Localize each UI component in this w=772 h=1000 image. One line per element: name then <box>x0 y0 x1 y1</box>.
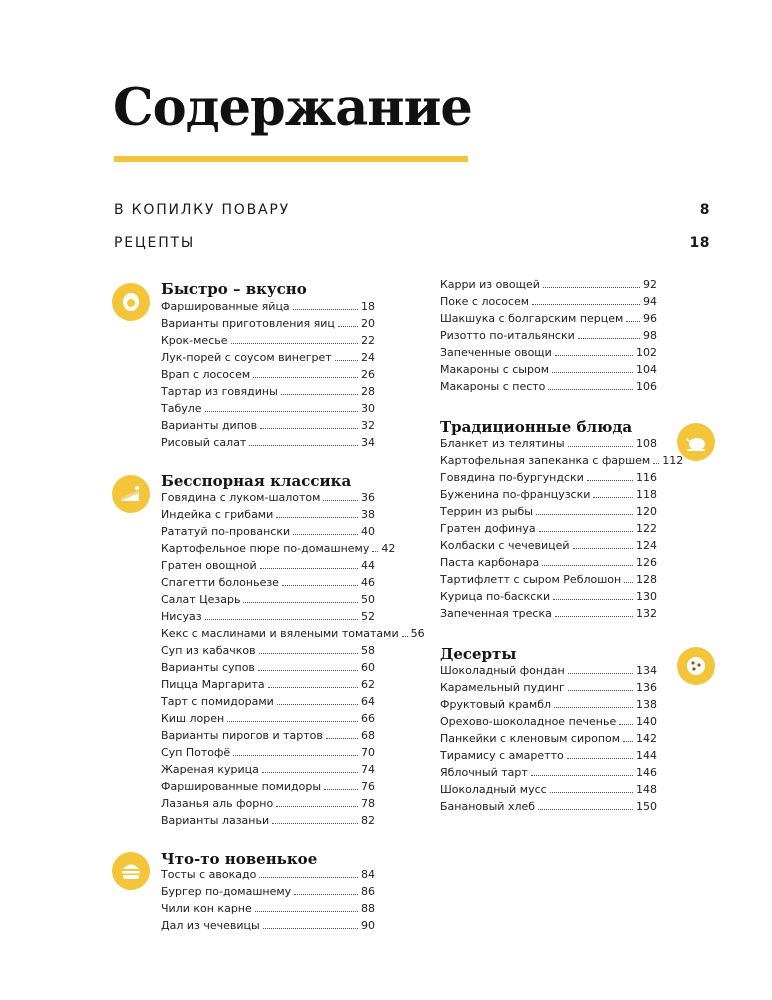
toc-entry-title: Варианты лазаньи <box>161 814 270 827</box>
dot-leader <box>531 767 633 776</box>
toc-entry-title: Спагетти болоньезе <box>161 576 279 589</box>
toc-entry-page: 150 <box>636 800 657 813</box>
toc-entry[interactable] <box>440 295 657 312</box>
toc-entry-page: 18 <box>361 300 375 313</box>
toc-entry-page: 76 <box>361 780 375 793</box>
dot-leader <box>543 279 640 288</box>
toc-entry-title: Пицца Маргарита <box>161 678 265 691</box>
toc-entry-title: Врап с лососем <box>161 368 251 381</box>
toc-entry-page: 34 <box>361 436 375 449</box>
toc-entry-page: 132 <box>636 607 657 620</box>
dot-leader <box>568 682 633 691</box>
toc-entry[interactable] <box>161 385 375 402</box>
dot-leader <box>539 523 633 532</box>
toc-entry[interactable] <box>161 351 375 368</box>
toc-entry-title: Суп Потофё <box>161 746 231 759</box>
section-list-classic <box>161 491 425 831</box>
toc-entry-page: 60 <box>361 661 375 674</box>
toc-entry[interactable] <box>161 402 375 419</box>
toc-entry-title: Рататуй по-провански <box>161 525 291 538</box>
toc-entry-page: 26 <box>361 368 375 381</box>
toc-entry-page: 40 <box>361 525 375 538</box>
dot-leader <box>335 352 358 361</box>
toc-entry[interactable] <box>161 627 425 644</box>
toc-entry-title: Крок-месье <box>161 334 228 347</box>
dot-leader <box>294 886 358 895</box>
toc-entry[interactable] <box>161 780 375 797</box>
toc-entry[interactable] <box>161 334 375 351</box>
cake-slice-icon <box>112 475 150 513</box>
toc-entry-page: 36 <box>361 491 375 504</box>
toc-entry-title: Картофельная запеканка с фаршем <box>440 454 651 467</box>
dot-leader <box>573 540 633 549</box>
toc-entry[interactable] <box>440 590 657 607</box>
toc-entry-title: Картофельное пюре по-домашнему <box>161 542 370 555</box>
toc-entry-title: Ризотто по-итальянски <box>440 329 575 342</box>
toc-top-page: 18 <box>689 235 710 251</box>
toc-entry-page: 28 <box>361 385 375 398</box>
toc-entry[interactable] <box>440 346 657 363</box>
toc-entry-title: Бургер по-домашнему <box>161 885 292 898</box>
dot-leader <box>553 591 633 600</box>
dot-leader <box>282 577 358 586</box>
toc-entry-page: 148 <box>636 783 657 796</box>
section-list-desserts <box>440 664 657 817</box>
toc-entry-title: Киш лорен <box>161 712 225 725</box>
toc-entry[interactable] <box>161 368 375 385</box>
toc-entry[interactable] <box>161 763 375 780</box>
toc-entry[interactable] <box>440 329 657 346</box>
dot-leader <box>258 662 358 671</box>
section-title-classic: Бесспорная классика <box>161 472 352 490</box>
dot-leader <box>262 764 358 773</box>
toc-entry-page: 122 <box>636 522 657 535</box>
toc-entry-title: Индейка с грибами <box>161 508 274 521</box>
dot-leader <box>260 420 358 429</box>
toc-top-label: В КОПИЛКУ ПОВАРУ <box>114 202 290 218</box>
egg-icon <box>112 283 150 321</box>
toc-entry[interactable] <box>161 593 375 610</box>
toc-top-entry[interactable] <box>114 202 710 224</box>
dot-leader <box>619 716 633 725</box>
toc-entry[interactable] <box>440 749 657 766</box>
toc-entry-title: Рисовый салат <box>161 436 247 449</box>
dot-leader <box>260 560 358 569</box>
dot-leader <box>263 920 358 929</box>
dot-leader <box>249 437 358 446</box>
toc-top-label: РЕЦЕПТЫ <box>114 235 196 251</box>
dot-leader <box>259 869 358 878</box>
toc-entry-page: 142 <box>636 732 657 745</box>
toc-entry-page: 52 <box>361 610 375 623</box>
dot-leader <box>538 801 633 810</box>
burger-icon <box>112 852 150 890</box>
toc-entry-page: 32 <box>361 419 375 432</box>
toc-entry[interactable] <box>161 610 375 627</box>
toc-entry[interactable] <box>440 681 657 698</box>
toc-entry[interactable] <box>161 542 396 559</box>
toc-entry-page: 88 <box>361 902 375 915</box>
toc-entry[interactable] <box>161 695 375 712</box>
toc-entry[interactable] <box>161 525 375 542</box>
dot-leader <box>555 608 633 617</box>
toc-entry-page: 86 <box>361 885 375 898</box>
toc-entry-title: Поке с лососем <box>440 295 530 308</box>
dot-leader <box>231 335 359 344</box>
dot-leader <box>623 733 633 742</box>
toc-entry[interactable] <box>440 522 657 539</box>
toc-entry[interactable] <box>440 607 657 624</box>
dot-leader <box>268 679 358 688</box>
toc-entry-title: Панкейки с кленовым сиропом <box>440 732 621 745</box>
dot-leader <box>548 381 633 390</box>
dot-leader <box>326 730 358 739</box>
toc-entry-title: Варианты дипов <box>161 419 258 432</box>
dot-leader <box>532 296 640 305</box>
toc-entry-page: 44 <box>361 559 375 572</box>
toc-entry-page: 58 <box>361 644 375 657</box>
toc-entry[interactable] <box>161 868 375 885</box>
toc-entry[interactable] <box>161 885 375 902</box>
toc-entry[interactable] <box>440 488 657 505</box>
toc-entry-title: Курица по-баскски <box>440 590 551 603</box>
dot-leader <box>293 301 358 310</box>
toc-entry-title: Фаршированные помидоры <box>161 780 322 793</box>
section-title-traditional: Традиционные блюда <box>440 418 633 436</box>
toc-entry[interactable] <box>440 454 684 471</box>
toc-entry[interactable] <box>440 363 657 380</box>
toc-entry[interactable] <box>161 559 375 576</box>
toc-entry-page: 92 <box>643 278 657 291</box>
toc-entry[interactable] <box>161 797 375 814</box>
dot-leader <box>281 386 358 395</box>
toc-entry-title: Тартифлетт с сыром Реблошон <box>440 573 622 586</box>
toc-entry-title: Лазанья аль форно <box>161 797 274 810</box>
toc-entry[interactable] <box>440 312 657 329</box>
dot-leader <box>578 330 640 339</box>
toc-entry[interactable] <box>440 505 657 522</box>
dot-leader <box>568 665 633 674</box>
toc-entry-title: Салат Цезарь <box>161 593 241 606</box>
toc-entry-title: Дал из чечевицы <box>161 919 260 932</box>
toc-entry-title: Фруктовый крамбл <box>440 698 552 711</box>
toc-entry-title: Карри из овощей <box>440 278 540 291</box>
toc-entry-page: 66 <box>361 712 375 725</box>
section-title-desserts: Десерты <box>440 645 517 663</box>
toc-entry-title: Орехово-шоколадное печенье <box>440 715 617 728</box>
toc-entry[interactable] <box>161 919 375 936</box>
dot-leader <box>323 492 358 501</box>
toc-entry-title: Говядина с луком-шалотом <box>161 491 321 504</box>
toc-entry-title: Суп из кабачков <box>161 644 256 657</box>
toc-entry-title: Гратен дофинуа <box>440 522 536 535</box>
toc-entry-page: 130 <box>636 590 657 603</box>
toc-entry[interactable] <box>161 729 375 746</box>
toc-entry-title: Фаршированные яйца <box>161 300 290 313</box>
dot-leader <box>550 784 633 793</box>
dot-leader <box>567 750 633 759</box>
toc-entry[interactable] <box>440 664 657 681</box>
toc-entry-page: 50 <box>361 593 375 606</box>
toc-entry[interactable] <box>161 317 375 334</box>
dot-leader <box>233 747 358 756</box>
toc-entry-page: 68 <box>361 729 375 742</box>
toc-entry[interactable] <box>161 491 375 508</box>
toc-entry-title: Варианты пирогов и тартов <box>161 729 323 742</box>
toc-entry-title: Кекс с маслинами и вялеными томатами <box>161 627 399 640</box>
toc-entry-page: 106 <box>636 380 657 393</box>
page-title: Содержание <box>113 78 472 138</box>
toc-entry-title: Запеченная треска <box>440 607 552 620</box>
toc-entry[interactable] <box>161 746 375 763</box>
toc-entry-title: Паста карбонара <box>440 556 540 569</box>
toc-entry[interactable] <box>440 471 657 488</box>
dot-leader <box>542 557 633 566</box>
toc-entry[interactable] <box>440 556 657 573</box>
toc-entry-title: Макароны с сыром <box>440 363 549 376</box>
toc-entry-page: 20 <box>361 317 375 330</box>
toc-entry-page: 94 <box>643 295 657 308</box>
toc-entry[interactable] <box>440 800 657 817</box>
dot-leader <box>653 455 659 464</box>
toc-entry-title: Лук-порей с соусом винегрет <box>161 351 332 364</box>
section-list-continued <box>440 278 657 397</box>
toc-entry-page: 128 <box>636 573 657 586</box>
toc-entry[interactable] <box>440 715 657 732</box>
toc-entry-page: 78 <box>361 797 375 810</box>
toc-entry-page: 64 <box>361 695 375 708</box>
toc-entry-title: Колбаски с чечевицей <box>440 539 570 552</box>
toc-entry-title: Нисуаз <box>161 610 202 623</box>
toc-entry-page: 38 <box>361 508 375 521</box>
toc-entry-page: 144 <box>636 749 657 762</box>
toc-top-entry[interactable] <box>114 235 710 257</box>
toc-entry-page: 104 <box>636 363 657 376</box>
toc-entry-page: 70 <box>361 746 375 759</box>
toc-entry-page: 116 <box>636 471 657 484</box>
dot-leader <box>402 628 408 637</box>
toc-entry-page: 118 <box>636 488 657 501</box>
toc-entry[interactable] <box>161 814 375 831</box>
toc-entry-page: 138 <box>636 698 657 711</box>
toc-entry-title: Карамельный пудинг <box>440 681 565 694</box>
dot-leader <box>568 438 633 447</box>
toc-entry[interactable] <box>161 644 375 661</box>
toc-entry-page: 82 <box>361 814 375 827</box>
toc-entry-page: 56 <box>410 627 425 640</box>
toc-entry-page: 134 <box>636 664 657 677</box>
toc-entry-title: Запеченные овощи <box>440 346 552 359</box>
toc-entry-title: Тарт с помидорами <box>161 695 274 708</box>
toc-entry[interactable] <box>440 278 657 295</box>
toc-entry-title: Тирамису с амаретто <box>440 749 564 762</box>
toc-entry-title: Жареная курица <box>161 763 259 776</box>
dot-leader <box>624 574 633 583</box>
toc-entry[interactable] <box>440 766 657 783</box>
dot-leader <box>324 781 358 790</box>
toc-entry[interactable] <box>161 576 375 593</box>
dot-leader <box>253 369 358 378</box>
toc-entry-page: 120 <box>636 505 657 518</box>
toc-entry-page: 112 <box>662 454 684 467</box>
toc-entry-page: 62 <box>361 678 375 691</box>
toc-entry[interactable] <box>161 712 375 729</box>
section-list-quick <box>161 300 375 453</box>
toc-entry[interactable] <box>161 678 375 695</box>
dot-leader <box>372 543 378 552</box>
toc-entry[interactable] <box>440 573 657 590</box>
toc-top-page: 8 <box>699 202 710 218</box>
toc-entry-page: 124 <box>636 539 657 552</box>
dot-leader <box>205 611 358 620</box>
cookie-icon <box>677 647 715 685</box>
dot-leader <box>587 472 633 481</box>
toc-entry[interactable] <box>440 437 657 454</box>
toc-entry[interactable] <box>161 661 375 678</box>
toc-entry[interactable] <box>440 539 657 556</box>
toc-entry[interactable] <box>440 380 657 397</box>
toc-entry-page: 22 <box>361 334 375 347</box>
toc-entry-title: Варианты супов <box>161 661 255 674</box>
toc-entry-title: Тосты с авокадо <box>161 868 257 881</box>
section-list-traditional <box>440 437 684 624</box>
toc-entry-page: 96 <box>643 312 657 325</box>
toc-entry-page: 84 <box>361 868 375 881</box>
toc-entry-title: Шоколадный мусс <box>440 783 547 796</box>
dot-leader <box>293 526 358 535</box>
toc-entry-page: 146 <box>636 766 657 779</box>
dot-leader <box>593 489 633 498</box>
toc-entry-page: 108 <box>636 437 657 450</box>
dot-leader <box>338 318 358 327</box>
dot-leader <box>205 403 358 412</box>
toc-entry[interactable] <box>161 902 375 919</box>
toc-entry-title: Шоколадный фондан <box>440 664 565 677</box>
toc-entry[interactable] <box>161 300 375 317</box>
title-underline <box>114 156 468 162</box>
toc-entry-page: 140 <box>636 715 657 728</box>
dot-leader <box>255 903 358 912</box>
toc-entry-title: Табуле <box>161 402 202 415</box>
toc-entry[interactable] <box>440 698 657 715</box>
section-title-quick: Быстро – вкусно <box>161 280 307 298</box>
toc-entry[interactable] <box>161 419 375 436</box>
toc-entry-title: Чили кон карне <box>161 902 252 915</box>
dot-leader <box>552 364 633 373</box>
toc-entry-title: Шакшука с болгарским перцем <box>440 312 624 325</box>
toc-entry[interactable] <box>440 732 657 749</box>
dot-leader <box>555 347 633 356</box>
dot-leader <box>536 506 633 515</box>
toc-entry-title: Бланкет из телятины <box>440 437 565 450</box>
toc-entry-page: 30 <box>361 402 375 415</box>
dot-leader <box>243 594 358 603</box>
toc-entry-title: Банановый хлеб <box>440 800 536 813</box>
toc-entry-page: 42 <box>381 542 396 555</box>
dot-leader <box>272 815 358 824</box>
dot-leader <box>259 645 358 654</box>
toc-entry-page: 24 <box>361 351 375 364</box>
dot-leader <box>227 713 358 722</box>
toc-entry-page: 46 <box>361 576 375 589</box>
dot-leader <box>277 696 358 705</box>
toc-entry[interactable] <box>440 783 657 800</box>
toc-entry-page: 90 <box>361 919 375 932</box>
section-title-new: Что-то новенькое <box>161 850 318 868</box>
toc-entry-title: Гратен овощной <box>161 559 257 572</box>
dot-leader <box>276 509 358 518</box>
dot-leader <box>276 798 358 807</box>
toc-entry-title: Варианты приготовления яиц <box>161 317 335 330</box>
toc-entry-title: Говядина по-бургундски <box>440 471 584 484</box>
toc-entry-page: 102 <box>636 346 657 359</box>
toc-entry-page: 126 <box>636 556 657 569</box>
dot-leader <box>554 699 633 708</box>
toc-entry-page: 98 <box>643 329 657 342</box>
toc-entry[interactable] <box>161 508 375 525</box>
toc-entry-title: Яблочный тарт <box>440 766 528 779</box>
section-list-new <box>161 868 375 936</box>
toc-entry-title: Тартар из говядины <box>161 385 278 398</box>
toc-entry-title: Буженина по-французски <box>440 488 591 501</box>
toc-entry[interactable] <box>161 436 375 453</box>
toc-entry-title: Макароны с песто <box>440 380 546 393</box>
toc-entry-page: 74 <box>361 763 375 776</box>
toc-entry-page: 136 <box>636 681 657 694</box>
dot-leader <box>626 313 640 322</box>
toc-entry-title: Террин из рыбы <box>440 505 533 518</box>
